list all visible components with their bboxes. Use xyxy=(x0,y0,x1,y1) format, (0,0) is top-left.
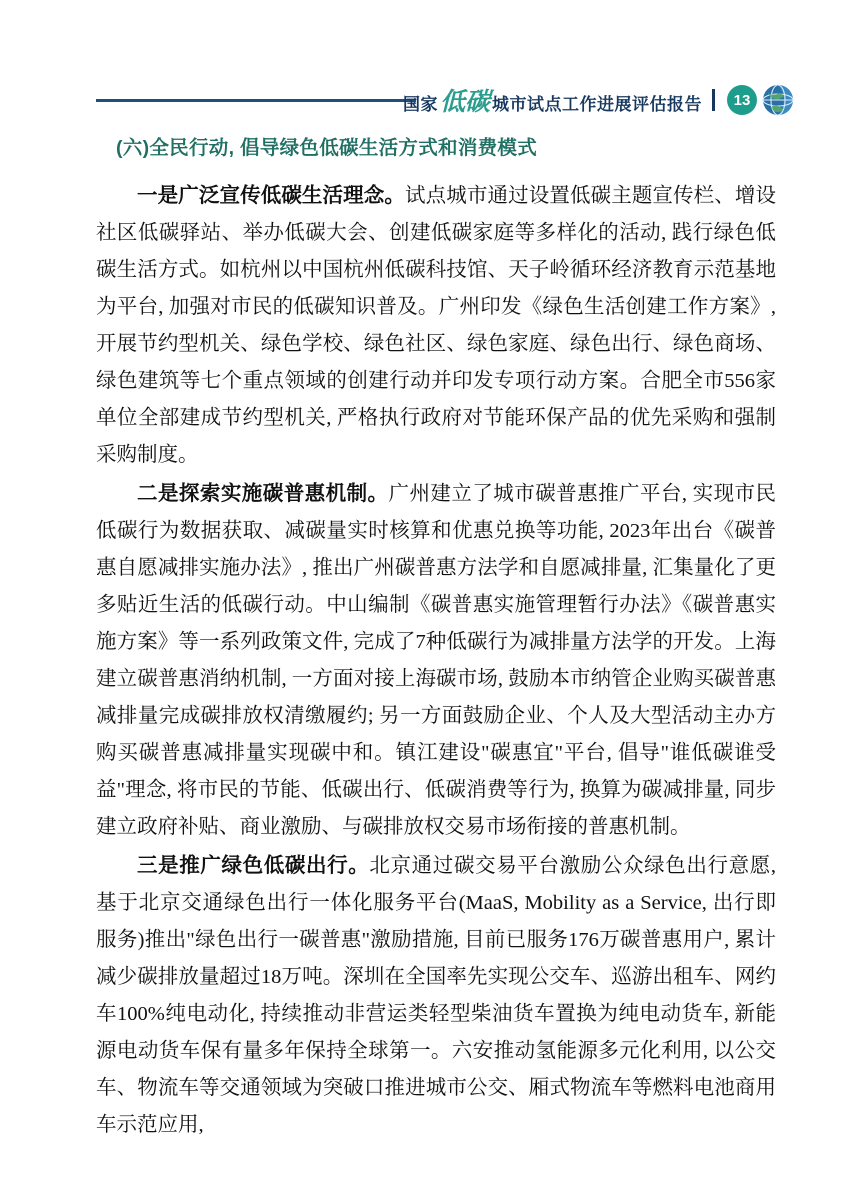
paragraph-3-body: 北京通过碳交易平台激励公众绿色出行意愿, 基于北京交通绿色出行一体化服务平台(MaaS, Mobility as a Service, 出行即服务)推出"绿色出行一碳普惠"激励措施, 目前已服务176万碳普惠用户, 累计减少碳排放量超过18万吨。深圳在全国率先实现公交车、巡游出租车、网约车100%纯电动化, 持续推动非营运类轻型柴油货车置换为纯电动货车, 新能源电动货车保有量多年保持全球第一。六安推动氢能源多元化利用, 以公交车、物流车等交通领域为突破口推进城市公交、厢式物流车等燃料电池商用车示范应用, xyxy=(96,855,776,1136)
paragraph-2-body: 广州建立了城市碳普惠推广平台, 实现市民低碳行为数据获取、减碳量实时核算和优惠兑换等功能, 2023年出台《碳普惠自愿减排实施办法》, 推出广州碳普惠方法学和自愿减排量, 汇集量化了更多贴近生活的低碳行动。中山编制《碳普惠实施管理暂行办法》《碳普惠实施方案》等一系列政策文件, 完成了7种低碳行为减排量方法学的开发。上海建立碳普惠消纳机制, 一方面对接上海碳市场, 鼓励本市纳管企业购买碳普惠减排量完成碳排放权清缴履约; 另一方面鼓励企业、个人及大型活动主办方购买碳普惠减排量实现碳中和。镇江建设"碳惠宜"平台, 倡导"谁低碳谁受益"理念, 将市民的节能、低碳出行、低碳消费等行为, 换算为碳减排量, 同步建立政府补贴、商业激励、与碳排放权交易市场衔接的普惠机制。 xyxy=(96,483,776,838)
paragraph-2-lead: 二是探索实施碳普惠机制。 xyxy=(137,483,389,505)
report-title-suffix: 城市试点工作进展评估报告 xyxy=(492,95,702,114)
header-right-group xyxy=(403,78,795,122)
paragraph-2 xyxy=(96,476,776,846)
globe-icon xyxy=(761,83,795,117)
paragraph-1-body: 试点城市通过设置低碳主题宣传栏、增设社区低碳驿站、举办低碳大会、创建低碳家庭等多样化的活动, 践行绿色低碳生活方式。如杭州以中国杭州低碳科技馆、天子岭循环经济教育示范基地为平台, 加强对市民的低碳知识普及。广州印发《绿色生活创建工作方案》, 开展节约型机关、绿色学校、绿色社区、绿色家庭、绿色出行、绿色商场、绿色建筑等七个重点领域的创建行动并印发专项行动方案。合肥全市556家单位全部建成节约型机关, 严格执行政府对节能环保产品的优先采购和强制采购制度。 xyxy=(96,185,777,466)
report-title xyxy=(403,82,702,118)
page-number-badge: 13 xyxy=(727,85,757,115)
page-header xyxy=(96,78,795,122)
page-content xyxy=(96,132,776,1146)
header-separator-icon xyxy=(712,89,715,111)
report-title-prefix: 国家 xyxy=(402,95,438,114)
paragraph-1 xyxy=(96,178,776,474)
paragraph-3-lead: 三是推广绿色低碳出行。 xyxy=(137,855,370,877)
paragraph-1-lead: 一是广泛宣传低碳生活理念。 xyxy=(137,185,406,207)
header-rule xyxy=(96,99,416,102)
section-heading: (六)全民行动, 倡导绿色低碳生活方式和消费模式 xyxy=(116,137,538,159)
paragraph-3 xyxy=(96,848,776,1144)
report-title-highlight: 低碳 xyxy=(439,89,490,116)
